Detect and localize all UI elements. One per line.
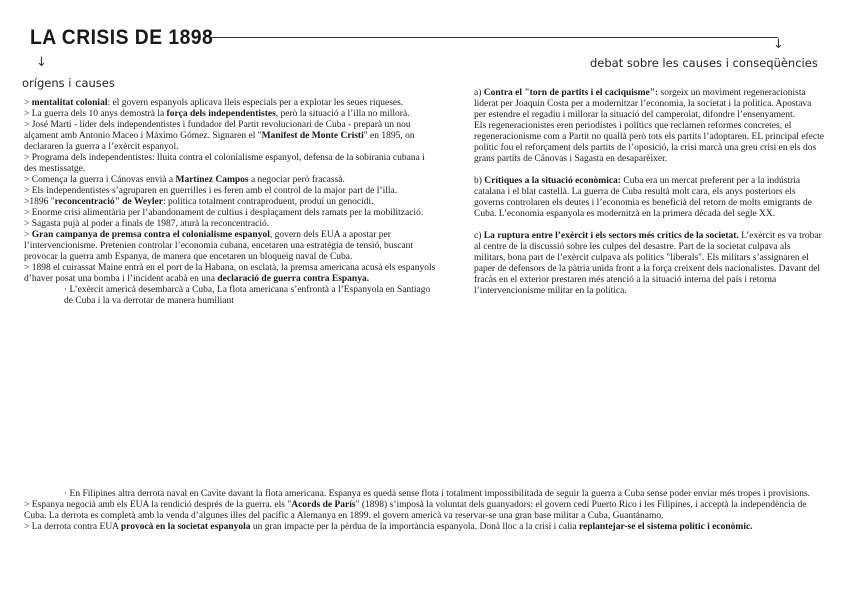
list-item: > La derrota contra EUA provocà en la societat espanyola un gran impacte per la pèrdua de la importància espanyola. Donà lloc a la crisi i calia replantejar-se el sistema polític i econòmic.	[24, 522, 753, 532]
list-item: > Comença la guerra i Cánovas envià a Martínez Campos a negociar però fracassà.	[24, 175, 345, 185]
list-item: > Espanya negocià amb els EUA la rendició després de la guerra. els "Acords de París" (1898) s’imposà la voluntat dels guanyadors: el govern cedí Puerto Rico i les Filipines, i acceptà la independència de Cuba. La derrota es completà amb la venda d’algunes illes del pacífic a Alemanya en 1899. el govern americà va reservar-se una gran base militar a Cuba, Guantánamo.	[24, 500, 807, 521]
list-item: > 1898 el cuirassat Maine entrà en el port de la Habana, on esclatà, la premsa americana acusà els espanyols d’haver posat una bomba i l’incident acabà en una declaració de guerra contra Espanya.	[24, 263, 436, 284]
section-c: c) La ruptura entre l’exèrcit i els sectors més crítics de la societat. L’exèrcit es va trobar al centre de la discussió sobre les culpes del desastre. Part de la societat culpava als militars, bona part de l’exèrcit culpava als polítics "liberals". Els militars s’assignaren el paper de defensors de la pàtria unida front a la força creixent dels nacionalistes. Davant del fracàs en el exterior prestaren més atenció a la situació interna del país i retorna l’intervencionisme militar en la política.	[474, 231, 822, 296]
list-item: > Sagasta pujà al poder a finals de 1987, aturà la reconcentració.	[24, 219, 270, 229]
list-item: > Gran campanya de premsa contra el colonialisme espanyol, govern dels EUA a apostar per l’intervencionisme. Pretenien controlar l’economia cubana, encetaren una estratègia de tensió, buscant provocar la guerra amb Espanya, de manera que encetaren un bloqueig naval de Cuba.	[24, 230, 414, 262]
list-item: > José Martí - líder dels independentistes i fundador del Partit revolucionari de Cuba - preparà un nou alçament amb Antonio Maceo i Máximo Gómez. Signaren el "Manifest de Monte Cristi" en 1895, on declararen la guerra a l’exèrcit espanyol.	[24, 120, 415, 152]
down-arrow-icon-left: ↓	[36, 55, 47, 70]
right-column	[474, 88, 824, 297]
section-b: b) Crítiques a la situació econòmica: Cuba era un mercat preferent per a la indústria catalana i el blat castellà. La guerra de Cuba resultà molt cara, els anys posteriors els governs controlaren els deutes i l’economia es beneficià del retorn de molts emigrants de Cuba. L’economia espanyola es modernitzà en la primera dècada del segle XX.	[474, 176, 812, 219]
sub-item: · L’exèrcit americà desembarcà a Cuba, La flota americana s’enfrontà a l’Espanyola en Santiago de Cuba i la va derrotar de manera humiliant	[64, 285, 431, 306]
bottom-block	[24, 489, 824, 533]
section-a: a) Contra el "torn de partits i el caciquisme": sorgeix un moviment regeneracionista liderat per Joaquín Costa per a modernitzar l’economia, la societat i la política. Apostava per estendre el regadiu i millorar la situació del camperolat, difondre l’ensenyament.	[474, 88, 812, 120]
down-arrow-icon-right: ↓	[773, 37, 784, 52]
list-item: > La guerra dels 10 anys demostrà la força dels independentistes, però la situació a l’illa no millorà.	[24, 109, 410, 119]
list-item: >1896 "reconcentració" de Weyler: política totalment contraproduent, produí un genocidi.	[24, 197, 374, 207]
list-item: > mentalitat colonial: el govern espanyols aplicava lleis especials per a explotar les seues riqueses.	[24, 98, 404, 108]
left-heading: orígens i causes	[22, 76, 115, 90]
list-item: > Enorme crisi alimentària per l’abandonament de cultius i desplaçament dels ramats per la mobilització.	[24, 208, 424, 218]
sub-item: · En Filipines altra derrota naval en Cavite davant la flota americana. Espanya es quedà sense flota i totalment impossibilitada de seguir la guerra a Cuba sense poder enviar més tropes i provisions.	[64, 489, 811, 499]
list-item: > Els independentistes s’agruparen en guerrilles i es feren amb el control de la major part de l’illa.	[24, 186, 398, 196]
right-heading: debat sobre les causes i conseqüències	[590, 56, 818, 70]
title-divider-line	[210, 37, 778, 38]
section-a-extra: Els regeneracionistes eren periodistes i polítics que reclamen reformes concretes, el regeneracionisme com a Partit no quallà però tots els partits l’adoptaren. EL principal efecte polític fou el reforçament dels partits de l’oposició, la crisi marcà una greu crisi en els dos grans partits de Cánovas i Sagasta en desaparèixer.	[474, 121, 824, 164]
page-title: LA CRISIS DE 1898	[30, 26, 214, 49]
list-item: > Programa dels independentistes: lluita contra el colonialisme espanyol, defensa de la sobirania cubana i des mestissatge.	[24, 153, 425, 174]
left-column	[24, 98, 438, 307]
